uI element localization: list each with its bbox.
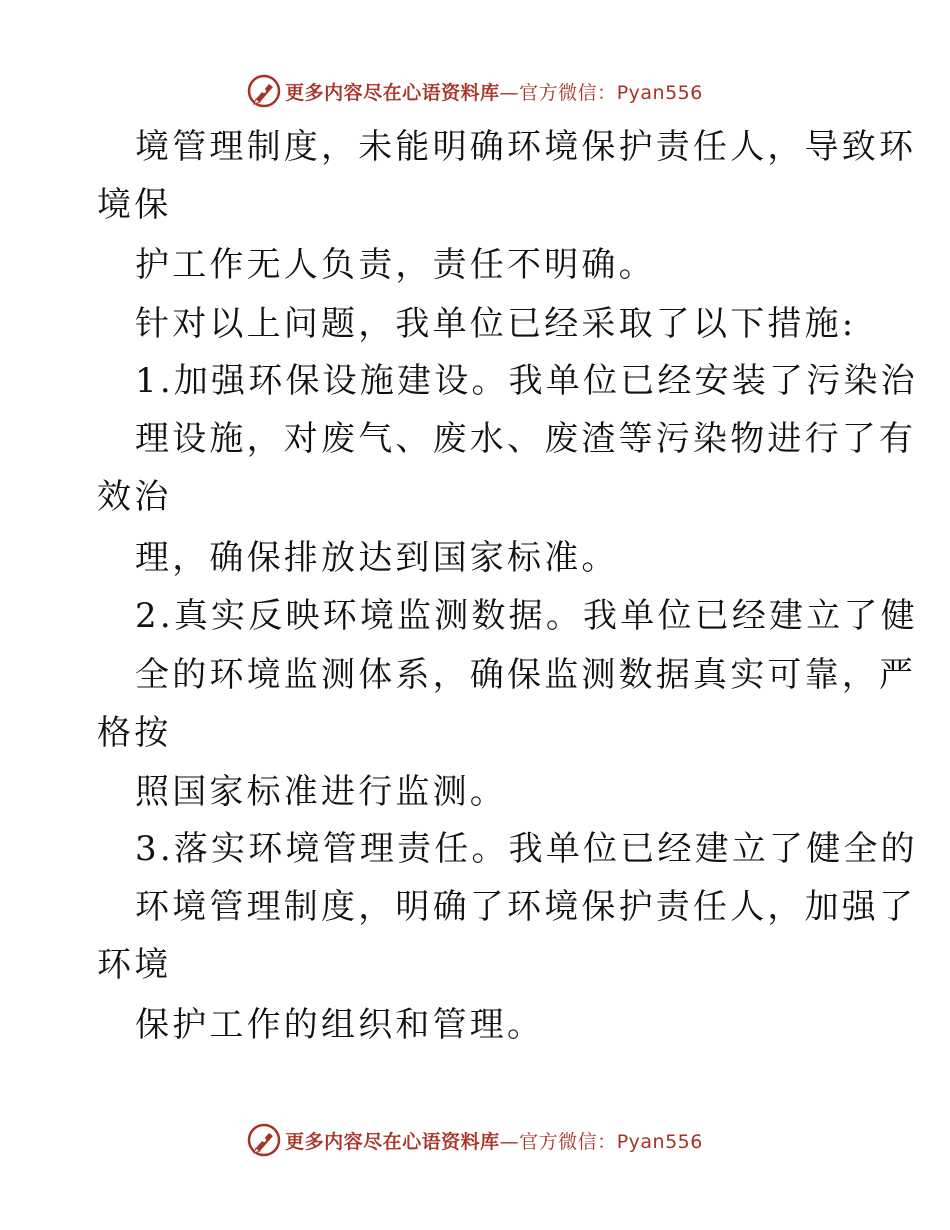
body-line: 3.落实环境管理责任。我单位已经建立了健全的 (135, 829, 918, 869)
body-line: 境管理制度，未能明确环境保护责任人，导致环 (135, 127, 917, 167)
pen-logo-icon (247, 1123, 281, 1157)
pen-logo-icon (247, 74, 281, 108)
body-line: 效治 (97, 477, 172, 517)
body-line: 全的环境监测体系，确保监测数据真实可靠，严 (135, 655, 917, 695)
footer-wechat-label: 官方微信： (519, 1130, 617, 1153)
body-line: 境保 (97, 185, 172, 225)
body-line: 照国家标准进行监测。 (135, 772, 507, 812)
header-banner-dash: — (499, 81, 520, 104)
body-line: 环境 (97, 945, 172, 985)
header-wechat-id: Pyan556 (616, 81, 703, 104)
header-wechat-label: 官方微信： (519, 81, 617, 104)
body-line: 格按 (97, 713, 172, 753)
header-banner-slogan: 更多内容尽在心语资料库 (285, 81, 500, 104)
footer-banner-text (285, 1127, 703, 1154)
body-line: 2.真实反映环境监测数据。我单位已经建立了健 (135, 596, 918, 636)
footer-wechat-id: Pyan556 (616, 1130, 703, 1153)
footer-banner-slogan: 更多内容尽在心语资料库 (285, 1130, 500, 1153)
body-line: 1.加强环保设施建设。我单位已经安装了污染治 (135, 361, 918, 401)
body-line: 针对以上问题，我单位已经采取了以下措施: (135, 304, 857, 344)
header-banner-text (285, 78, 703, 105)
body-line: 环境管理制度，明确了环境保护责任人，加强了 (135, 887, 917, 927)
body-line: 理设施，对废气、废水、废渣等污染物进行了有 (135, 419, 917, 459)
body-line: 理，确保排放达到国家标准。 (135, 538, 619, 578)
footer-banner-dash: — (499, 1130, 520, 1153)
footer-banner (0, 1120, 950, 1160)
body-line: 保护工作的组织和管理。 (135, 1005, 545, 1045)
body-line: 护工作无人负责，责任不明确。 (135, 245, 656, 285)
header-banner (0, 71, 950, 111)
